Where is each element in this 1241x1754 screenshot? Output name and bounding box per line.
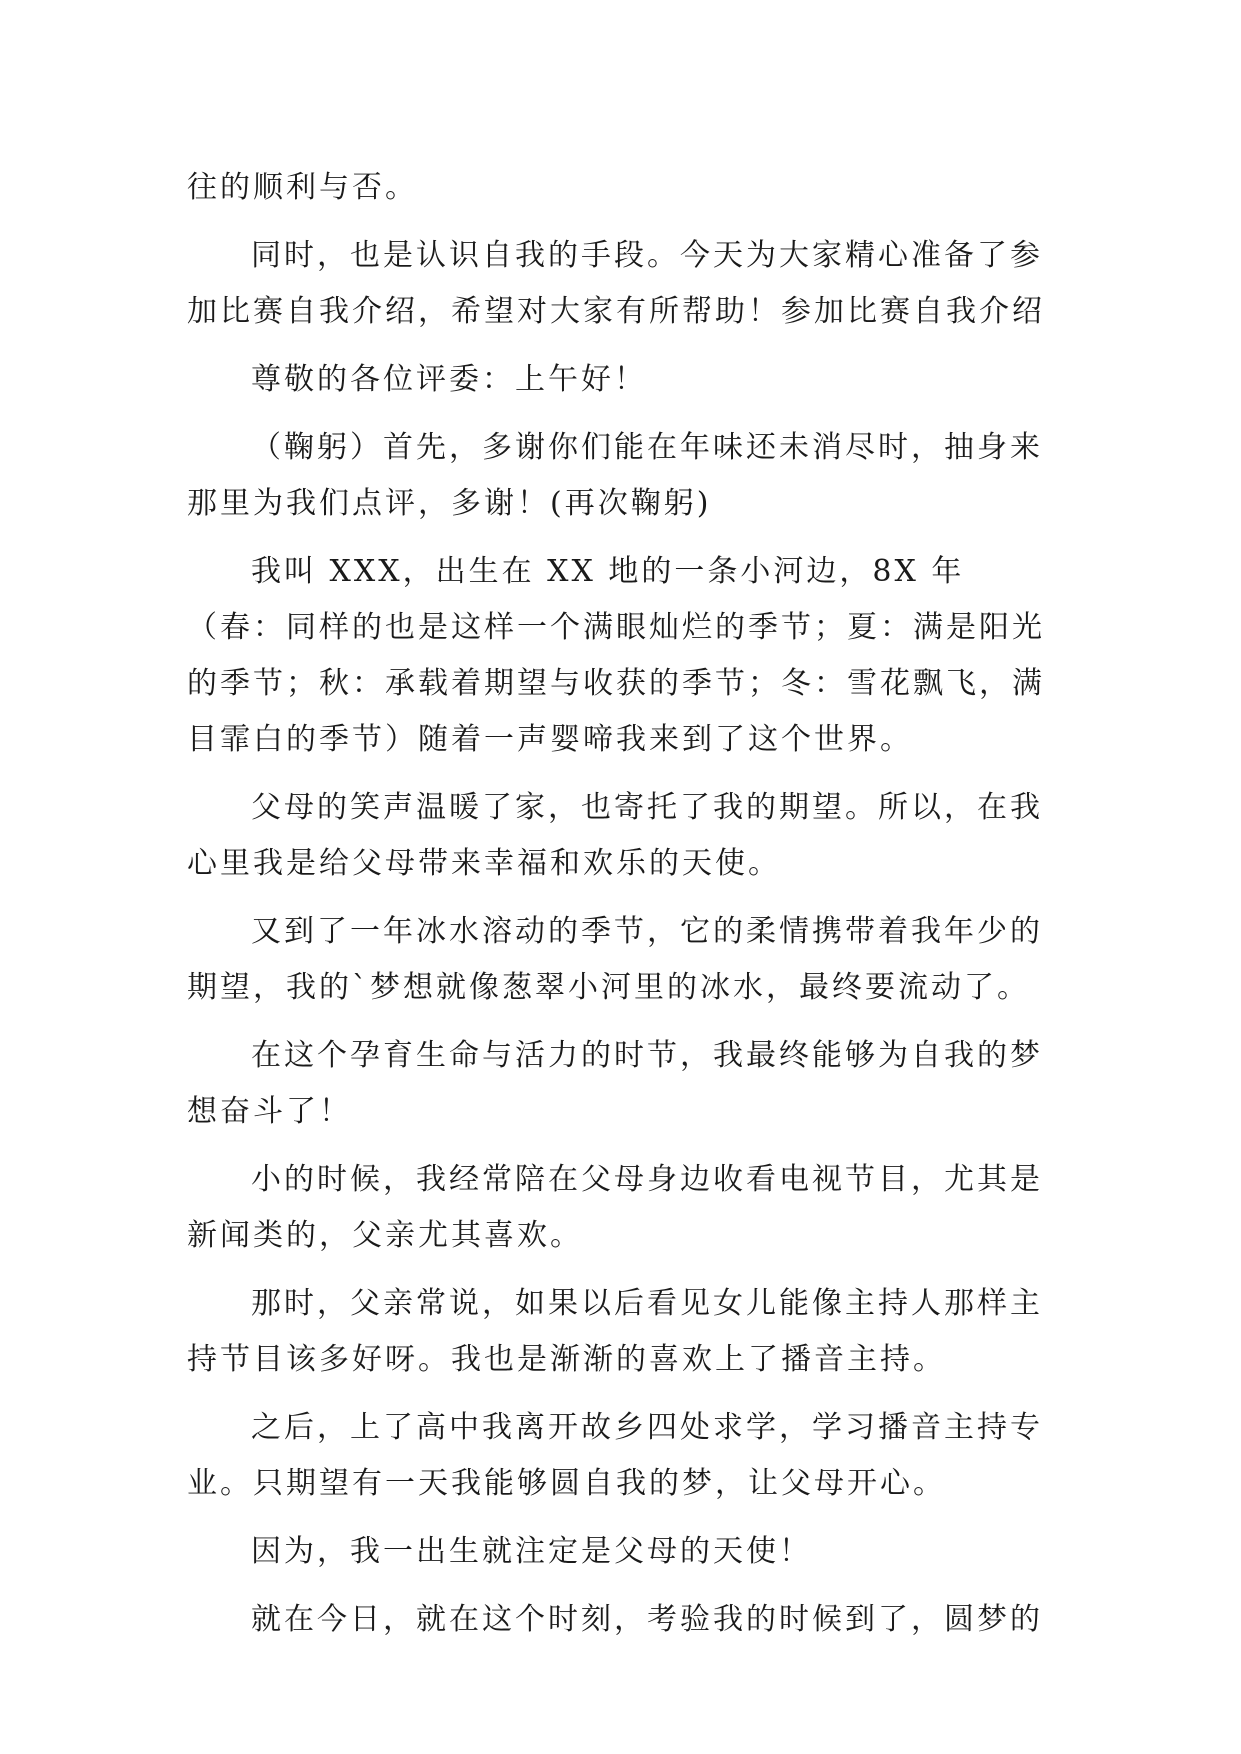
paragraph-gap [187, 1512, 1053, 1524]
document-body [187, 160, 1053, 1648]
paragraph-11: 之后，上了高中我离开故乡四处求学，学习播音主持专业。只期望有一天我能够圆自我的梦，让父母开心。 [187, 1410, 1043, 1501]
paragraph-gap [187, 340, 1053, 352]
paragraph-gap [187, 768, 1053, 780]
paragraph-gap [187, 216, 1053, 228]
paragraph-9: 小的时候，我经常陪在父母身边收看电视节目，尤其是新闻类的，父亲尤其喜欢。 [187, 1162, 1043, 1253]
paragraph-10: 那时，父亲常说，如果以后看见女儿能像主持人那样主持节目该多好呀。我也是渐渐的喜欢上了播音主持。 [187, 1286, 1043, 1377]
paragraph-2: 同时，也是认识自我的手段。今天为大家精心准备了参加比赛自我介绍，希望对大家有所帮助！参加比赛自我介绍 [187, 238, 1045, 329]
paragraph-gap [187, 408, 1053, 420]
paragraph-gap [187, 1140, 1053, 1152]
paragraph-gap [187, 532, 1053, 544]
paragraph-13: 就在今日，就在这个时刻，考验我的时候到了，圆梦的 [251, 1602, 1043, 1637]
paragraph-gap [187, 892, 1053, 904]
paragraph-1: 往的顺利与否。 [187, 170, 418, 205]
paragraph-gap [187, 1264, 1053, 1276]
paragraph-gap [187, 1016, 1053, 1028]
paragraph-7: 又到了一年冰水溶动的季节，它的柔情携带着我年少的期望，我的`梦想就像葱翠小河里的冰水，最终要流动了。 [187, 914, 1043, 1005]
paragraph-gap [187, 1580, 1053, 1592]
paragraph-gap [187, 1388, 1053, 1400]
paragraph-8: 在这个孕育生命与活力的时节，我最终能够为自我的梦想奋斗了！ [187, 1038, 1043, 1129]
paragraph-3: 尊敬的各位评委：上午好！ [251, 362, 647, 397]
paragraph-6: 父母的笑声温暖了家，也寄托了我的期望。所以，在我心里我是给父母带来幸福和欢乐的天使。 [187, 790, 1043, 881]
paragraph-12: 因为，我一出生就注定是父母的天使！ [251, 1534, 812, 1569]
paragraph-5: 我叫 XXX，出生在 XX 地的一条小河边，8X 年（春：同样的也是这样一个满眼灿烂的季节；夏：满是阳光的季节；秋：承载着期望与收获的季节；冬：雪花飘飞，满目霏白的季节）随着一声婴啼我来到了这个世界。 [187, 554, 1045, 757]
paragraph-4: （鞠躬）首先，多谢你们能在年味还未消尽时，抽身来那里为我们点评，多谢！(再次鞠躬) [187, 430, 1043, 521]
